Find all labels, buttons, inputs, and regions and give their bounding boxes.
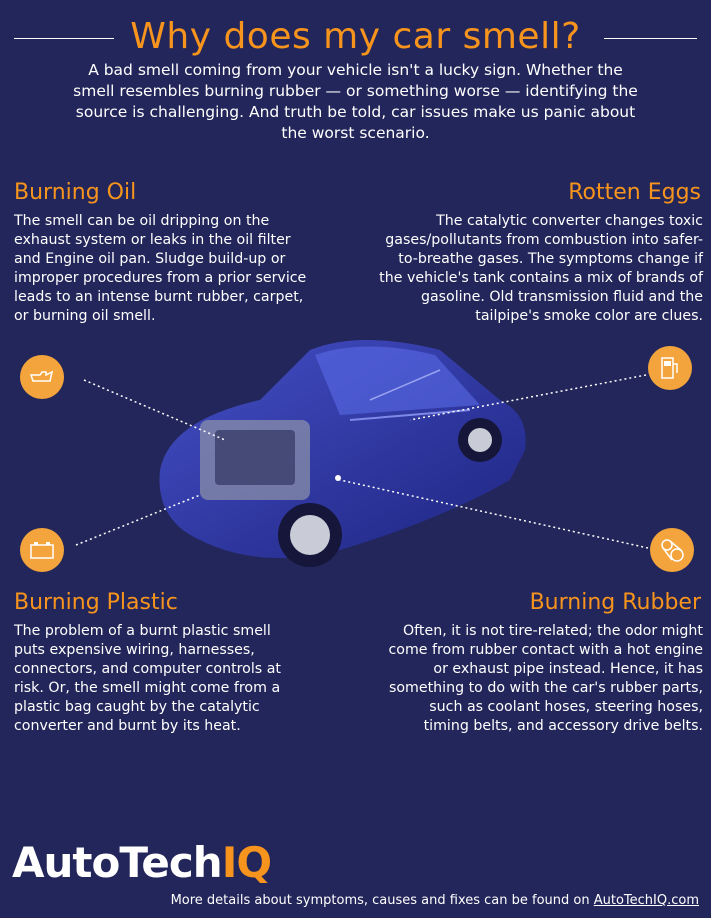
autotechiq-logo: AutoTechIQ — [12, 838, 272, 887]
burning-plastic-heading: Burning Plastic — [14, 590, 178, 615]
burning-oil-text: The smell can be oil dripping on the exhaust system or leaks in the oil filter and Engine oil pan. Sludge build-up or improper procedures from a prior service leads to an intense burnt rubber, carpet, or burning oil smell. — [14, 213, 307, 324]
footer-link[interactable]: AutoTechIQ.com — [593, 893, 699, 908]
burning-oil-heading: Burning Oil — [14, 180, 137, 205]
belt-pulley-icon — [650, 528, 694, 572]
fuel-pump-icon — [648, 346, 692, 390]
footer-note — [171, 893, 699, 908]
page-title: Why does my car smell? — [130, 16, 581, 57]
footer-text: More details about symptoms, causes and fixes can be found on — [170, 893, 594, 908]
rotten-eggs-text: The catalytic converter changes toxic gases/pollutants from combustion into safer-to-breathe gases. The symptoms change if the vehicle's tank contains a mix of brands of gasoline. Old transmission fluid and the tailpipe's smoke color are clues. — [379, 213, 703, 324]
burning-rubber-text: Often, it is not tire-related; the odor might come from rubber contact with a hot engine or exhaust pipe instead. Hence, it has something to do with the car's rubber parts, such as coolant hoses, steering hoses, timing belts, and accessory drive belts. — [388, 623, 703, 734]
oil-can-icon — [20, 355, 64, 399]
burning-plastic-text: The problem of a burnt plastic smell puts expensive wiring, harnesses, connectors, and computer controls at risk. Or, the smell might come from a plastic bag caught by the catalytic converter and burnt by its heat. — [14, 623, 281, 734]
burning-rubber-heading: Burning Rubber — [529, 590, 701, 615]
rotten-eggs-heading: Rotten Eggs — [568, 180, 701, 205]
battery-icon — [20, 528, 64, 572]
intro-text: A bad smell coming from your vehicle isn't a lucky sign. Whether the smell resembles burning rubber — or something worse — identifying the source is challenging. And truth be told, car issues make us panic about the worst scenario. — [73, 61, 638, 142]
